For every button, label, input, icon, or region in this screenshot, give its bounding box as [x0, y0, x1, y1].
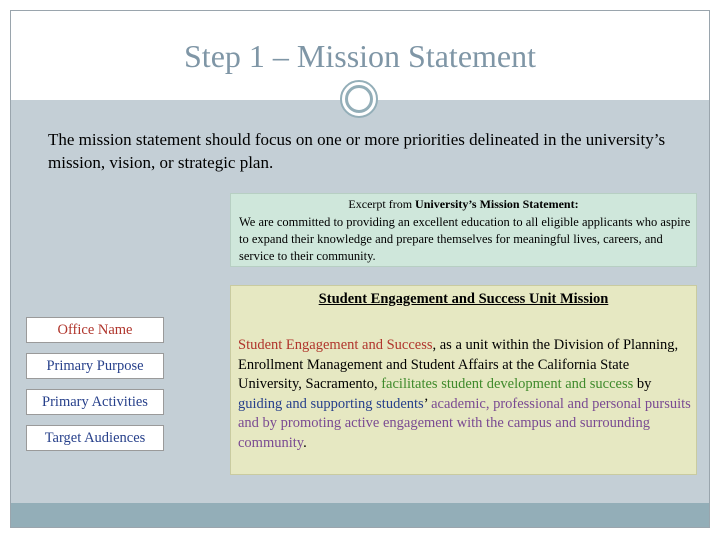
excerpt-heading: [231, 197, 696, 212]
mission-primary-purpose: facilitates student development and success: [381, 376, 634, 392]
mission-office-name: Student Engagement and Success: [238, 337, 433, 353]
slide-title: Step 1 – Mission Statement: [184, 38, 536, 74]
mission-text-part: , as a unit within the Division of Planning, Enrollment Management and Student Affairs at the California State University, Sacramento,: [238, 337, 679, 392]
legend-target-audiences: Target Audiences: [26, 425, 164, 451]
unit-mission-box: [230, 285, 697, 475]
mission-target-audiences: academic, professional and personal pursuits and by promoting active engagement with the campus and surrounding community: [238, 395, 691, 451]
mission-text-part: .: [303, 434, 307, 451]
unit-mission-heading: Student Engagement and Success Unit Mission: [318, 291, 609, 307]
mission-primary-activities: guiding and supporting students: [238, 395, 424, 412]
circle-ornament-icon: [340, 80, 378, 118]
legend-primary-activities: Primary Activities: [26, 389, 164, 415]
legend-office-name: Office Name: [26, 317, 164, 343]
mission-text-part: by: [633, 376, 652, 392]
unit-mission-text: [238, 336, 693, 453]
legend-primary-purpose: Primary Purpose: [26, 353, 164, 379]
circle-ornament-inner: [345, 85, 373, 113]
excerpt-text: We are committed to providing an excellent education to all eligible applicants who aspire to expand their knowledge and prepare themselves for meaningful lives, careers, and service to their community.: [239, 215, 691, 263]
intro-text: The mission statement should focus on one or more priorities delineated in the university’s mission, vision, or strategic plan.: [48, 130, 666, 172]
excerpt-heading-bold: University’s Mission Statement:: [415, 197, 579, 211]
excerpt-heading-prefix: Excerpt from: [348, 197, 416, 211]
excerpt-box: [230, 193, 697, 267]
footer-bar: [11, 503, 709, 527]
mission-text-part: ’: [423, 395, 432, 412]
